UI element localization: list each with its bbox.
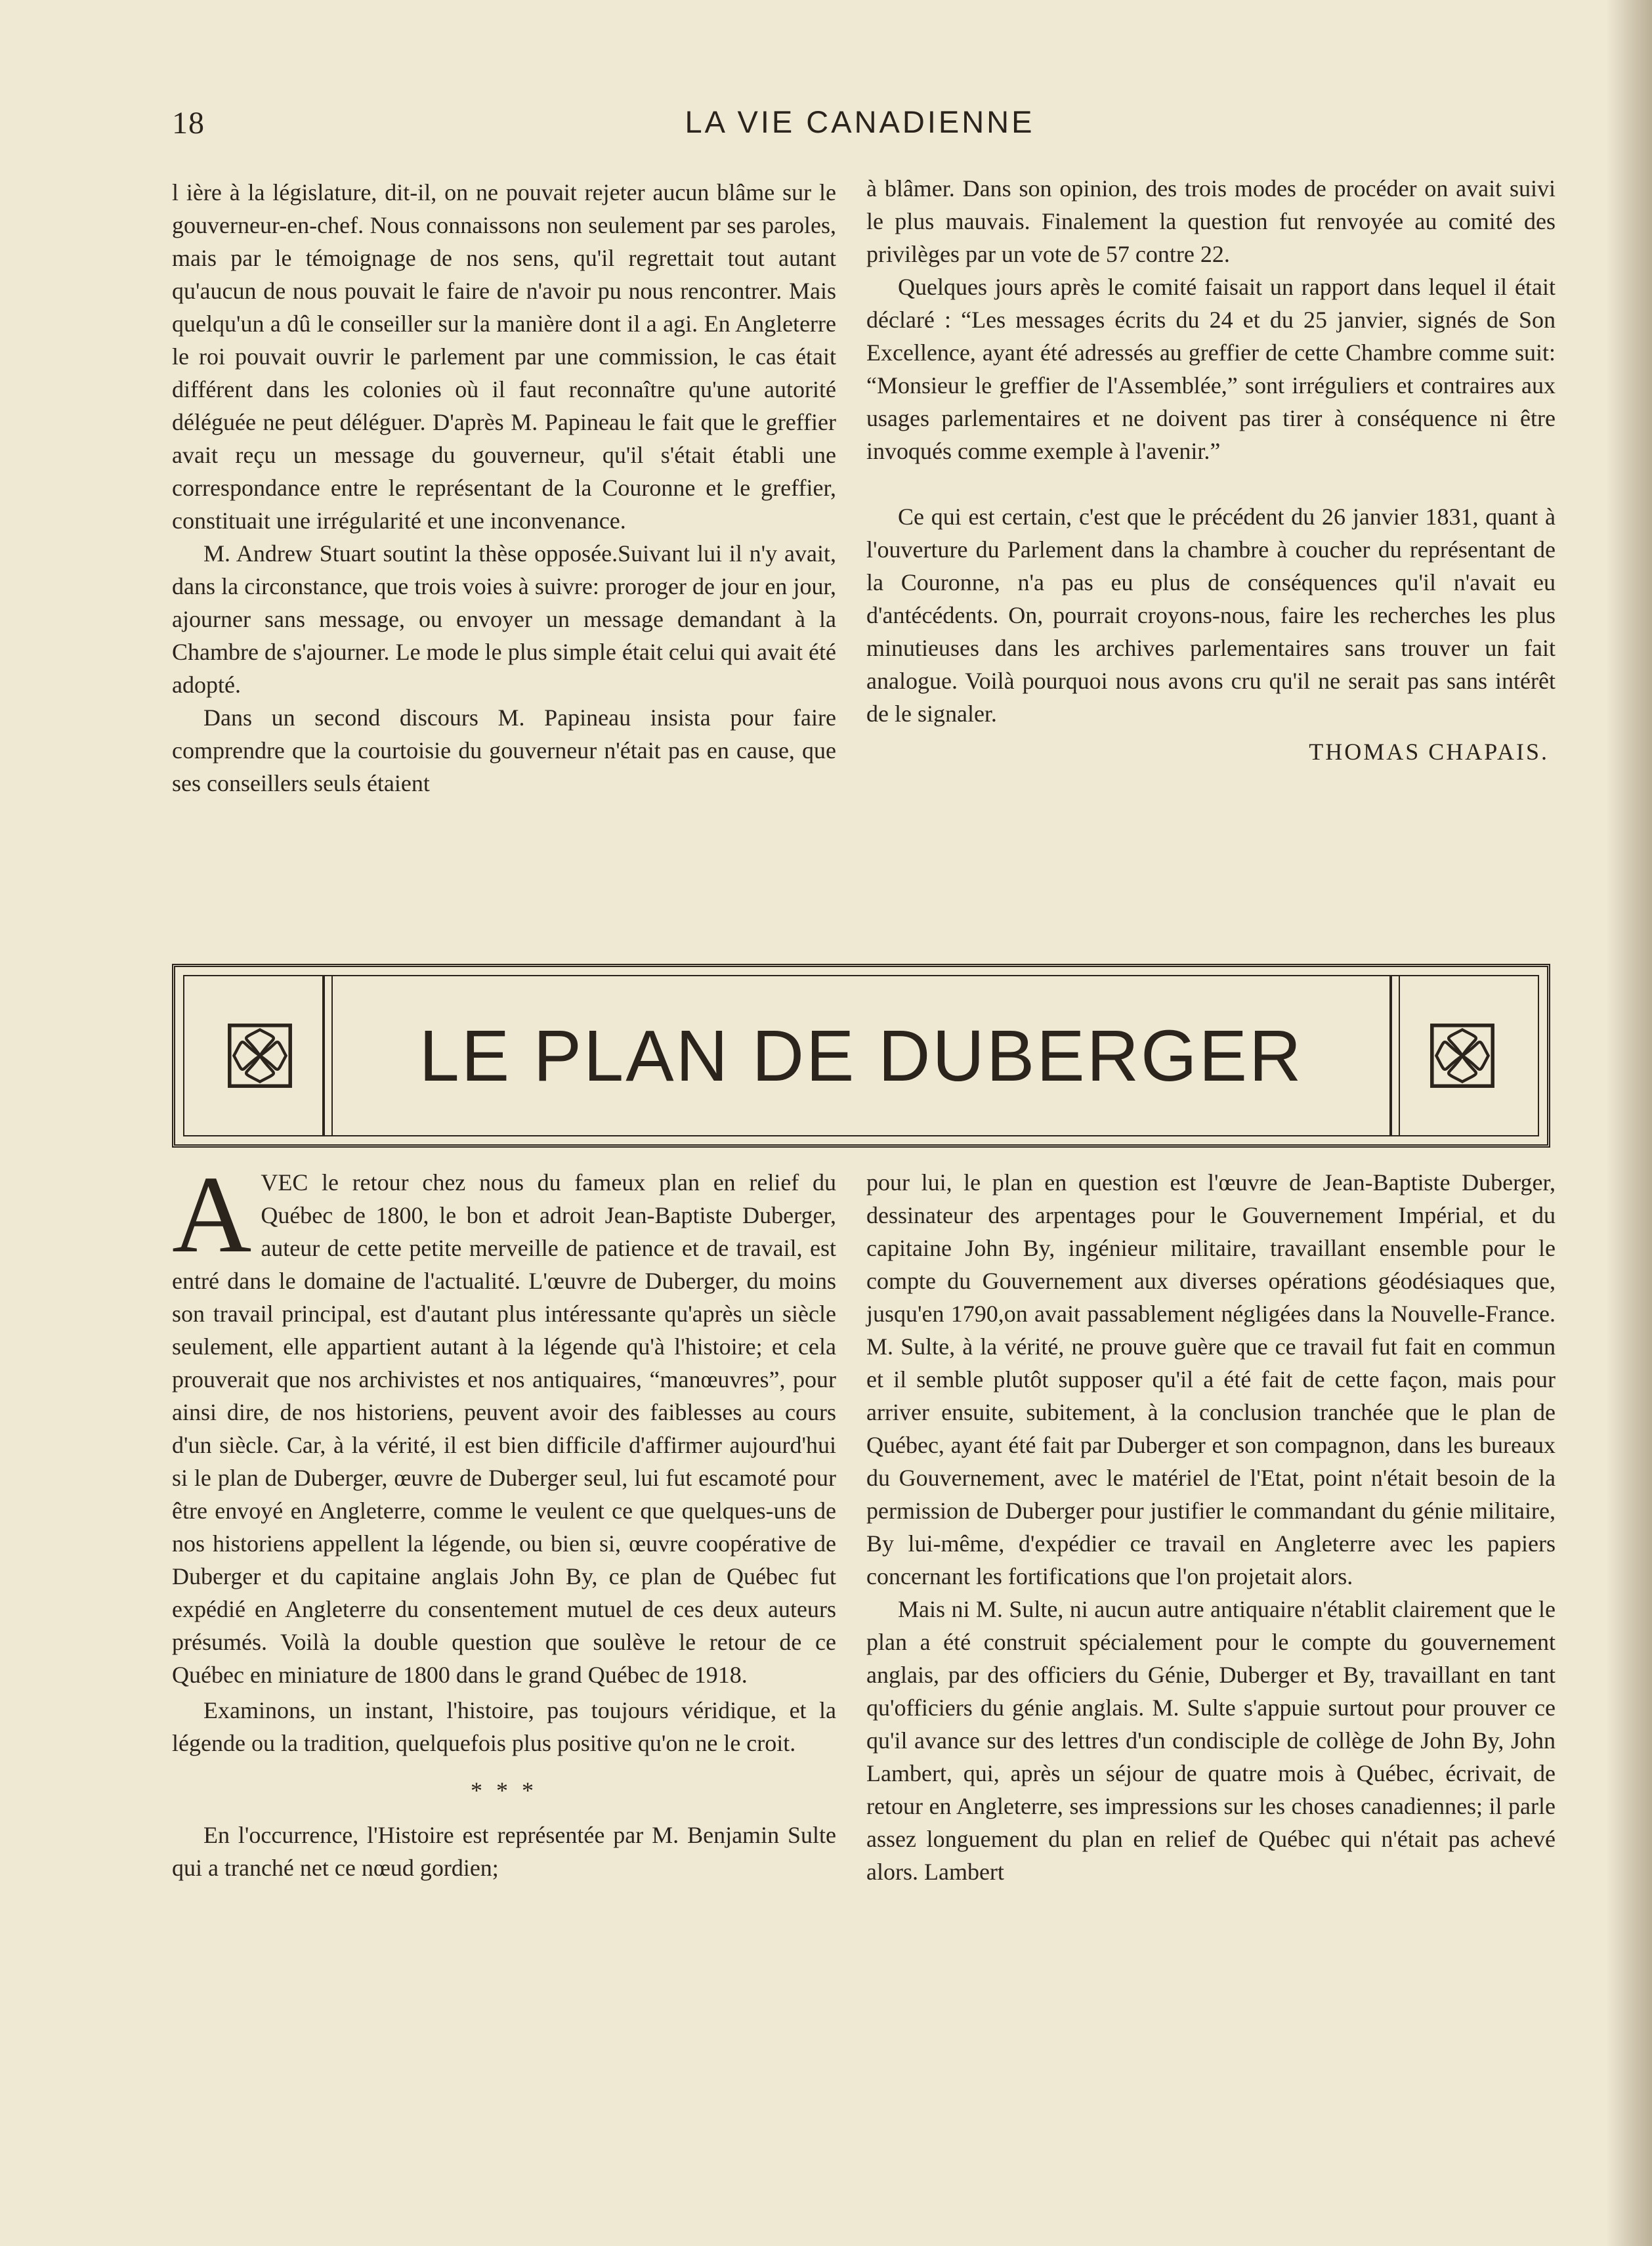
drop-cap: A [172, 1154, 252, 1276]
page-number: 18 [172, 106, 205, 140]
title-divider-right [1389, 976, 1400, 1135]
paragraph-text: VEC le retour chez nous du fameux plan en relief du Québec de 1800, le bon et adroit Jean-Baptiste Duberger, auteur de cette petite merveille de patience et de travail, est entré dans le domaine de l'actualité. L'œuvre de Duberger, du moins son travail principal, est d'autant plus intéressante qu'après un siècle seulement, elle appartient autant à la légende qu'à l'histoire; et cela prouverait que nos archivistes et nos antiquaires, “manœuvres”, pour ainsi dire, de nos historiens, peuvent avoir des faiblesses au cours d'un siècle. Car, à la vérité, il est bien difficile d'affirmer aujourd'hui si le plan de Duberger, œuvre de Duberger seul, lui fut escamoté pour être envoyé en Angleterre, comme le veulent ce que quelques-uns de nos historiens appellent la légende, ou bien si, œuvre coopérative de Duberger et du capitaine anglais John By, ce plan de Québec fut expédié en Angleterre du consentement mutuel de ces deux auteurs présumés. Voilà la double question que soulève le retour de ce Québec en miniature de 1800 dans le grand Québec de 1918. [172, 1169, 836, 1688]
paragraph: Examinons, un instant, l'histoire, pas toujours véridique, et la légende ou la tradition, quelquefois plus positive qu'on ne le croit. [172, 1697, 836, 1756]
top-article-right-column [866, 172, 1556, 940]
paragraph: Dans un second discours M. Papineau insista pour faire comprendre que la courtoisie du gouverneur n'était pas en cause, que ses conseillers seuls étaient [172, 704, 836, 796]
paragraph: l ière à la législature, dit-il, on ne pouvait rejeter aucun blâme sur le gouverneur-en-chef. Nous connaissons non seulement par ses paroles, mais par le témoignage de nos sens, qu'il regrettait tout autant qu'aucun de nous pouvait le faire de n'avoir pu nous rencontrer. Mais quelqu'un a dû le conseiller sur la manière dont il a agi. En Angleterre le roi pouvait ouvrir le parlement par une commission, le cas était différent dans les colonies où il faut reconnaître qu'une autorité déléguée ne peut déléguer. D'après M. Papineau le fait que le greffier avait reçu un message du gouverneur, qu'il s'était établi une correspondance entre le représentant de la Couronne et le greffier, constituait une irrégularité et une inconvenance. [172, 179, 836, 534]
paragraph: à blâmer. Dans son opinion, des trois modes de procéder on avait suivi le plus mauvais. Finalement la question fut renvoyée au comité des privilèges par un vote de 57 contre 22. [866, 175, 1556, 267]
paragraph: Ce qui est certain, c'est que le précédent du 26 janvier 1831, quant à l'ouverture du Parlement dans la chambre à coucher du représentant de la Couronne, n'a pas eu plus de conséquences qu'il n'avait eu d'antécédents. On, pourrait croyons-nous, faire les recherches les plus minutieuses dans les archives parlementaires sans trouver un fait analogue. Voilà pourquoi nous avons cru qu'il ne serait pas sans intérêt de le signaler. [866, 504, 1556, 727]
bottom-article-left-column [172, 1154, 836, 2098]
top-article-left-column [172, 176, 836, 931]
page-edge-shadow [1606, 0, 1652, 2246]
title-inner-border [183, 975, 1539, 1136]
quatrefoil-ornament-icon [1426, 1020, 1498, 1092]
running-title: LA VIE CANADIENNE [685, 104, 1035, 139]
section-separator: * * * [471, 1777, 538, 1803]
title-divider-left [322, 976, 333, 1135]
article-title: LE PLAN DE DUBERGER [419, 1015, 1303, 1096]
article-title-frame [172, 964, 1550, 1148]
paragraph: M. Andrew Stuart soutint la thèse opposée.Suivant lui il n'y avait, dans la circonstance, que trois voies à suivre: proroger de jour en jour, ajourner sans message, ou envoyer un message demandant à la Chambre de s'ajourner. Le mode le plus simple était celui qui avait été adopté. [172, 540, 836, 698]
paragraph-gap [866, 467, 1556, 500]
bottom-article-right-column [866, 1166, 1556, 2111]
quatrefoil-ornament-icon [224, 1020, 296, 1092]
paragraph: Mais ni M. Sulte, ni aucun autre antiquaire n'établit clairement que le plan a été construit spécialement pour le compte du gouvernement anglais, par des officiers du Génie, Duberger et By, travaillant en tant qu'officiers du génie anglais. M. Sulte s'appuie surtout pour prouver ce qu'il avance sur des lettres d'un condisciple de collège de John By, John Lambert, qui, après un séjour de quatre mois à Québec, écrivait, de retour en Angleterre, ses impressions sur les choses canadiennes; il parle assez longuement du plan en relief de Québec qui n'était pas achevé alors. Lambert [866, 1596, 1556, 1885]
paragraph: Quelques jours après le comité faisait un rapport dans lequel il était déclaré : “Les messages écrits du 24 et du 25 janvier, signés de Son Excellence, ayant été adressés au greffier de cette Chambre comme suit: “Monsieur le greffier de l'Assemblée,” sont irréguliers et contraires aux usages parlementaires et ne doivent pas tirer à conséquence ni être invoqués comme exemple à l'avenir.” [866, 274, 1556, 464]
paragraph: pour lui, le plan en question est l'œuvre de Jean-Baptiste Duberger, dessinateur des arpentages pour le Gouvernement Impérial, et du capitaine John By, ingénieur militaire, travaillant ensemble pour le compte du Gouvernement aux diverses opérations géodésiaques que, jusqu'en 1790,on avait passablement négligées dans la Nouvelle-France. M. Sulte, à la vérité, ne prouve guère que ce travail fut fait en commun et il semble plutôt supposer qu'il a été fait de cette façon, mais pour arriver ensuite, subitement, à la conclusion tranchée que le plan de Québec, ayant été fait par Duberger et son compagnon, dans les bureaux du Gouvernement, avec le matériel de l'Etat, point n'était besoin de la permission de Duberger pour justifier le commandant du génie militaire, By lui-même, d'expédier ce travail en Angleterre avec les papiers concernant les fortifications que l'on projetait alors. [866, 1169, 1556, 1589]
author-signature: THOMAS CHAPAIS. [1309, 739, 1549, 765]
paragraph [172, 1154, 836, 1691]
paragraph: En l'occurrence, l'Histoire est représentée par M. Benjamin Sulte qui a tranché net ce nœud gordien; [172, 1822, 836, 1881]
